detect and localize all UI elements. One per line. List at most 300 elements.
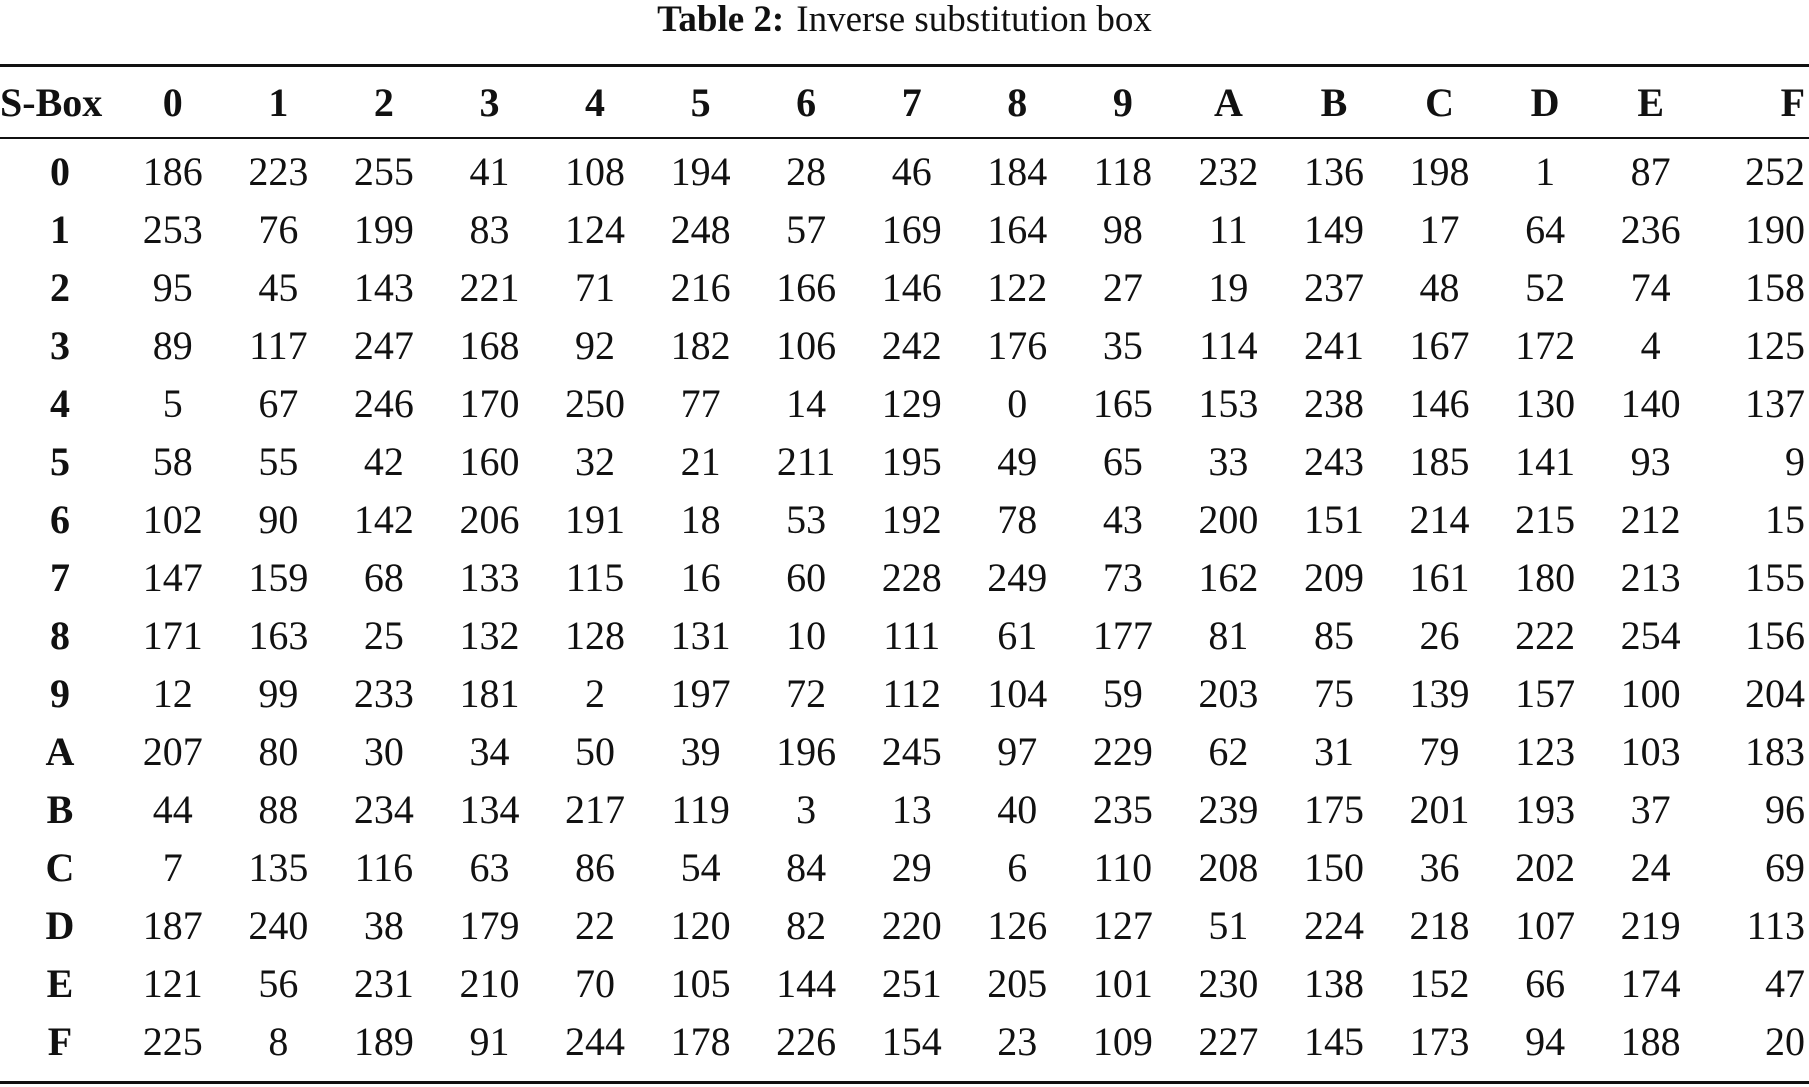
table-cell: 89	[152, 322, 193, 368]
table-cell: 218	[1409, 902, 1470, 948]
table-cell: 93	[1630, 438, 1671, 484]
inverse-sbox-table	[0, 67, 1809, 1070]
table-cell: 167	[1409, 322, 1470, 368]
table-cell: 224	[1303, 902, 1364, 948]
table-cell: 110	[1093, 844, 1153, 890]
table-row	[0, 896, 1809, 954]
table-cell: 182	[670, 322, 731, 368]
table-cell: 159	[248, 554, 309, 600]
table-cell: 15	[1765, 496, 1805, 542]
table-cell: 51	[1208, 902, 1249, 948]
row-header: B	[46, 786, 74, 832]
table-cell: 230	[1198, 960, 1259, 1006]
table-cell: 136	[1303, 148, 1364, 194]
table-cell: 239	[1198, 786, 1259, 832]
table-cell: 199	[353, 206, 414, 252]
table-cell: 154	[881, 1018, 942, 1064]
table-cell: 114	[1199, 322, 1258, 368]
table-cell: 105	[670, 960, 731, 1006]
table-cell: 45	[258, 264, 299, 310]
table-cell: 30	[363, 728, 404, 774]
row-header: 5	[50, 438, 70, 484]
table-cell: 143	[353, 264, 414, 310]
table-cell: 185	[1409, 438, 1470, 484]
table-cell: 219	[1620, 902, 1681, 948]
table-cell: 57	[786, 206, 827, 252]
table-row	[0, 258, 1809, 316]
table-cell: 211	[776, 438, 836, 484]
table-cell: 0	[1007, 380, 1028, 426]
table-cell: 155	[1745, 554, 1805, 600]
table-cell: 99	[258, 670, 299, 716]
table-cell: 198	[1409, 148, 1470, 194]
table-cell: 244	[565, 1018, 626, 1064]
table-cell: 253	[142, 206, 203, 252]
table-cell: 19	[1208, 264, 1249, 310]
table-cell: 9	[1785, 438, 1805, 484]
table-cell: 101	[1092, 960, 1153, 1006]
table-cell: 103	[1620, 728, 1681, 774]
table-cell: 134	[459, 786, 520, 832]
column-header: 0	[162, 79, 183, 125]
table-cell: 171	[142, 612, 203, 658]
table-cell: 120	[670, 902, 731, 948]
table-cell: 146	[881, 264, 942, 310]
table-cell: 41	[469, 148, 510, 194]
table-cell: 163	[248, 612, 309, 658]
table-cell: 108	[565, 148, 626, 194]
table-cell: 46	[891, 148, 932, 194]
table-cell: 98	[1102, 206, 1143, 252]
table-cell: 60	[786, 554, 827, 600]
table-cell: 7	[162, 844, 183, 890]
table-cell: 72	[786, 670, 827, 716]
table-row	[0, 316, 1809, 374]
table-cell: 129	[881, 380, 942, 426]
table-cell: 37	[1630, 786, 1671, 832]
table-caption-label: Table 2:	[657, 0, 785, 40]
table-cell: 123	[1515, 728, 1576, 774]
table-cell: 190	[1745, 206, 1805, 252]
table-cell: 52	[1525, 264, 1566, 310]
table-cell: 255	[353, 148, 414, 194]
table-cell: 247	[353, 322, 414, 368]
table-cell: 94	[1525, 1018, 1566, 1064]
table-cell: 178	[670, 1018, 731, 1064]
table-cell: 115	[565, 554, 625, 600]
table-cell: 144	[776, 960, 837, 1006]
table-cell: 88	[258, 786, 299, 832]
table-cell: 153	[1198, 380, 1259, 426]
table-cell: 191	[565, 496, 626, 542]
table-cell: 20	[1765, 1018, 1805, 1064]
column-header: 2	[373, 79, 394, 125]
table-cell: 73	[1102, 554, 1143, 600]
table-cell: 23	[997, 1018, 1038, 1064]
table-cell: 237	[1303, 264, 1364, 310]
table-cell: 248	[670, 206, 731, 252]
table-cell: 47	[1765, 960, 1805, 1006]
table-cell: 122	[987, 264, 1048, 310]
table-cell: 116	[354, 844, 414, 890]
table-cell: 186	[142, 148, 203, 194]
table-cell: 212	[1620, 496, 1681, 542]
table-row	[0, 374, 1809, 432]
table-cell: 119	[671, 786, 730, 832]
table-cell: 104	[987, 670, 1048, 716]
table-cell: 106	[776, 322, 837, 368]
table-cell: 141	[1515, 438, 1576, 484]
table-cell: 67	[258, 380, 299, 426]
table-cell: 225	[142, 1018, 203, 1064]
table-cell: 209	[1303, 554, 1364, 600]
table-cell: 174	[1620, 960, 1681, 1006]
bottom-rule	[0, 1081, 1809, 1084]
table-cell: 35	[1102, 322, 1143, 368]
column-header: 7	[901, 79, 922, 125]
table-row	[0, 548, 1809, 606]
table-cell: 150	[1303, 844, 1364, 890]
table-cell: 183	[1745, 728, 1805, 774]
row-header: 4	[50, 380, 70, 426]
table-cell: 127	[1092, 902, 1153, 948]
table-cell: 240	[248, 902, 309, 948]
table-cell: 175	[1303, 786, 1364, 832]
table-cell: 205	[987, 960, 1048, 1006]
table-row	[0, 1012, 1809, 1070]
table-cell: 79	[1419, 728, 1460, 774]
table-cell: 145	[1303, 1018, 1364, 1064]
table-cell: 157	[1515, 670, 1576, 716]
table-cell: 90	[258, 496, 299, 542]
table-cell: 206	[459, 496, 520, 542]
table-row	[0, 606, 1809, 664]
table-caption-text: Inverse substitution box	[796, 0, 1152, 40]
table-cell: 8	[268, 1018, 289, 1064]
column-header: 9	[1112, 79, 1133, 125]
table-cell: 233	[353, 670, 414, 716]
table-cell: 85	[1313, 612, 1354, 658]
row-header: 9	[50, 670, 70, 716]
table-cell: 192	[881, 496, 942, 542]
table-cell: 181	[459, 670, 520, 716]
table-cell: 113	[1746, 902, 1805, 948]
table-cell: 107	[1515, 902, 1576, 948]
column-header: A	[1213, 79, 1243, 125]
column-header: E	[1637, 79, 1664, 125]
table-cell: 169	[881, 206, 942, 252]
table-cell: 63	[469, 844, 510, 890]
table-cell: 118	[1093, 148, 1153, 194]
table-row	[0, 838, 1809, 896]
table-cell: 179	[459, 902, 520, 948]
table-cell: 44	[152, 786, 193, 832]
table-cell: 77	[680, 380, 721, 426]
table-row	[0, 200, 1809, 258]
table-cell: 125	[1745, 322, 1805, 368]
table-cell: 132	[459, 612, 520, 658]
table-cell: 5	[162, 380, 183, 426]
table-cell: 109	[1092, 1018, 1153, 1064]
table-cell: 29	[891, 844, 932, 890]
table-cell: 160	[459, 438, 520, 484]
table-cell: 133	[459, 554, 520, 600]
table-cell: 81	[1208, 612, 1249, 658]
table-cell: 221	[459, 264, 520, 310]
row-header: 0	[50, 148, 70, 194]
table-cell: 149	[1303, 206, 1364, 252]
table-cell: 83	[469, 206, 510, 252]
column-header: 5	[690, 79, 711, 125]
table-cell: 220	[881, 902, 942, 948]
table-cell: 61	[997, 612, 1038, 658]
table-cell: 27	[1102, 264, 1143, 310]
table-cell: 96	[1765, 786, 1805, 832]
table-cell: 84	[786, 844, 827, 890]
table-cell: 216	[670, 264, 731, 310]
table-cell: 36	[1419, 844, 1460, 890]
table-cell: 137	[1745, 380, 1805, 426]
table-cell: 184	[987, 148, 1048, 194]
table-cell: 69	[1765, 844, 1805, 890]
table-cell: 142	[353, 496, 414, 542]
column-header: C	[1425, 79, 1454, 125]
table-cell: 2	[585, 670, 606, 716]
table-cell: 121	[142, 960, 203, 1006]
column-header: 8	[1007, 79, 1028, 125]
table-cell: 245	[881, 728, 942, 774]
table-cell: 74	[1630, 264, 1671, 310]
table-cell: 49	[997, 438, 1038, 484]
column-header: 1	[268, 79, 289, 125]
column-header: 3	[479, 79, 500, 125]
table-cell: 55	[258, 438, 299, 484]
table-cell: 32	[575, 438, 616, 484]
table-cell: 226	[776, 1018, 837, 1064]
table-cell: 188	[1620, 1018, 1681, 1064]
table-cell: 193	[1515, 786, 1576, 832]
table-cell: 18	[680, 496, 721, 542]
table-cell: 165	[1092, 380, 1153, 426]
table-cell: 217	[565, 786, 626, 832]
table-cell: 80	[258, 728, 299, 774]
table-cell: 227	[1198, 1018, 1259, 1064]
table-cell: 66	[1525, 960, 1566, 1006]
table-cell: 124	[565, 206, 626, 252]
table-cell: 250	[565, 380, 626, 426]
table-cell: 38	[363, 902, 404, 948]
table-cell: 135	[248, 844, 309, 890]
table-cell: 138	[1303, 960, 1364, 1006]
table-cell: 139	[1409, 670, 1470, 716]
table-cell: 254	[1620, 612, 1681, 658]
table-cell: 249	[987, 554, 1048, 600]
table-cell: 147	[142, 554, 203, 600]
table-cell: 1	[1535, 148, 1556, 194]
table-cell: 215	[1515, 496, 1576, 542]
table-cell: 231	[353, 960, 414, 1006]
table-cell: 140	[1620, 380, 1681, 426]
table-cell: 223	[248, 148, 309, 194]
table-cell: 235	[1092, 786, 1153, 832]
table-cell: 70	[575, 960, 616, 1006]
header-row	[0, 67, 1809, 137]
row-header: 3	[50, 322, 70, 368]
table-cell: 3	[796, 786, 817, 832]
table-row	[0, 722, 1809, 780]
table-caption	[0, 0, 1809, 40]
table-cell: 97	[997, 728, 1038, 774]
table-cell: 4	[1640, 322, 1661, 368]
table-cell: 202	[1515, 844, 1576, 890]
table-cell: 197	[670, 670, 731, 716]
table-cell: 170	[459, 380, 520, 426]
row-header: 7	[50, 554, 70, 600]
column-header: 4	[585, 79, 606, 125]
table-cell: 130	[1515, 380, 1576, 426]
table-cell: 151	[1303, 496, 1364, 542]
table-cell: 156	[1745, 612, 1805, 658]
table-cell: 131	[670, 612, 731, 658]
table-cell: 241	[1303, 322, 1364, 368]
table-cell: 82	[786, 902, 827, 948]
table-cell: 164	[987, 206, 1048, 252]
table-cell: 92	[575, 322, 616, 368]
table-cell: 11	[1209, 206, 1248, 252]
table-row	[0, 954, 1809, 1012]
table-cell: 180	[1515, 554, 1576, 600]
table-cell: 161	[1409, 554, 1470, 600]
column-header: B	[1320, 79, 1348, 125]
table-cell: 228	[881, 554, 942, 600]
table-cell: 58	[152, 438, 193, 484]
table-cell: 50	[575, 728, 616, 774]
table-cell: 53	[786, 496, 827, 542]
table-cell: 39	[680, 728, 721, 774]
table-cell: 21	[680, 438, 721, 484]
table-cell: 111	[883, 612, 941, 658]
table-cell: 204	[1745, 670, 1805, 716]
table-cell: 68	[363, 554, 404, 600]
table-cell: 152	[1409, 960, 1470, 1006]
row-header: A	[45, 728, 75, 774]
table-cell: 76	[258, 206, 299, 252]
table-row	[0, 490, 1809, 548]
table-cell: 71	[575, 264, 616, 310]
table-cell: 10	[786, 612, 827, 658]
table-cell: 234	[353, 786, 414, 832]
table-cell: 100	[1620, 670, 1681, 716]
table-cell: 252	[1745, 148, 1805, 194]
row-header: 2	[50, 264, 70, 310]
table-cell: 112	[882, 670, 941, 716]
table-cell: 12	[152, 670, 193, 716]
table-cell: 213	[1620, 554, 1681, 600]
table-cell: 87	[1630, 148, 1671, 194]
table-row	[0, 432, 1809, 490]
table-row	[0, 664, 1809, 722]
table-cell: 13	[891, 786, 932, 832]
row-header: F	[47, 1018, 73, 1064]
table-cell: 207	[142, 728, 203, 774]
table-cell: 54	[680, 844, 721, 890]
table-cell: 189	[353, 1018, 414, 1064]
table-cell: 14	[786, 380, 827, 426]
table-cell: 16	[680, 554, 721, 600]
row-header: D	[45, 902, 75, 948]
table-cell: 40	[997, 786, 1038, 832]
table-cell: 43	[1102, 496, 1143, 542]
table-row	[0, 780, 1809, 838]
column-header: F	[1780, 79, 1805, 125]
column-header: D	[1530, 79, 1560, 125]
table-cell: 210	[459, 960, 520, 1006]
row-header: C	[45, 844, 75, 890]
table-cell: 232	[1198, 148, 1259, 194]
table-cell: 146	[1409, 380, 1470, 426]
table-cell: 201	[1409, 786, 1470, 832]
table-cell: 246	[353, 380, 414, 426]
table-cell: 229	[1092, 728, 1153, 774]
table-cell: 33	[1208, 438, 1249, 484]
row-header: 8	[50, 612, 70, 658]
table-cell: 75	[1313, 670, 1354, 716]
table-cell: 173	[1409, 1018, 1470, 1064]
table-cell: 25	[363, 612, 404, 658]
table-cell: 158	[1745, 264, 1805, 310]
row-header: 1	[50, 206, 70, 252]
table-cell: 117	[249, 322, 308, 368]
column-header: 6	[796, 79, 817, 125]
table-cell: 91	[469, 1018, 510, 1064]
corner-header: S-Box	[0, 79, 103, 125]
table-cell: 17	[1419, 206, 1460, 252]
table-cell: 236	[1620, 206, 1681, 252]
table-cell: 56	[258, 960, 299, 1006]
table-cell: 102	[142, 496, 203, 542]
table-row	[0, 142, 1809, 200]
table-cell: 208	[1198, 844, 1259, 890]
table-cell: 238	[1303, 380, 1364, 426]
table-cell: 196	[776, 728, 837, 774]
table-cell: 168	[459, 322, 520, 368]
table-cell: 65	[1102, 438, 1143, 484]
row-header: E	[46, 960, 74, 1006]
table-cell: 31	[1313, 728, 1354, 774]
table-cell: 128	[565, 612, 626, 658]
table-cell: 26	[1419, 612, 1460, 658]
table-cell: 214	[1409, 496, 1470, 542]
table-cell: 166	[776, 264, 837, 310]
table-cell: 126	[987, 902, 1048, 948]
table-cell: 64	[1525, 206, 1566, 252]
row-header: 6	[50, 496, 70, 542]
table-cell: 242	[881, 322, 942, 368]
table-cell: 251	[881, 960, 942, 1006]
table-cell: 42	[363, 438, 404, 484]
table-cell: 24	[1630, 844, 1671, 890]
table-cell: 177	[1092, 612, 1153, 658]
table-cell: 6	[1007, 844, 1028, 890]
table-cell: 62	[1208, 728, 1249, 774]
table-cell: 78	[997, 496, 1038, 542]
table-cell: 222	[1515, 612, 1576, 658]
table-cell: 34	[469, 728, 510, 774]
table-cell: 187	[142, 902, 203, 948]
table-cell: 200	[1198, 496, 1259, 542]
table-cell: 195	[881, 438, 942, 484]
table-cell: 203	[1198, 670, 1259, 716]
